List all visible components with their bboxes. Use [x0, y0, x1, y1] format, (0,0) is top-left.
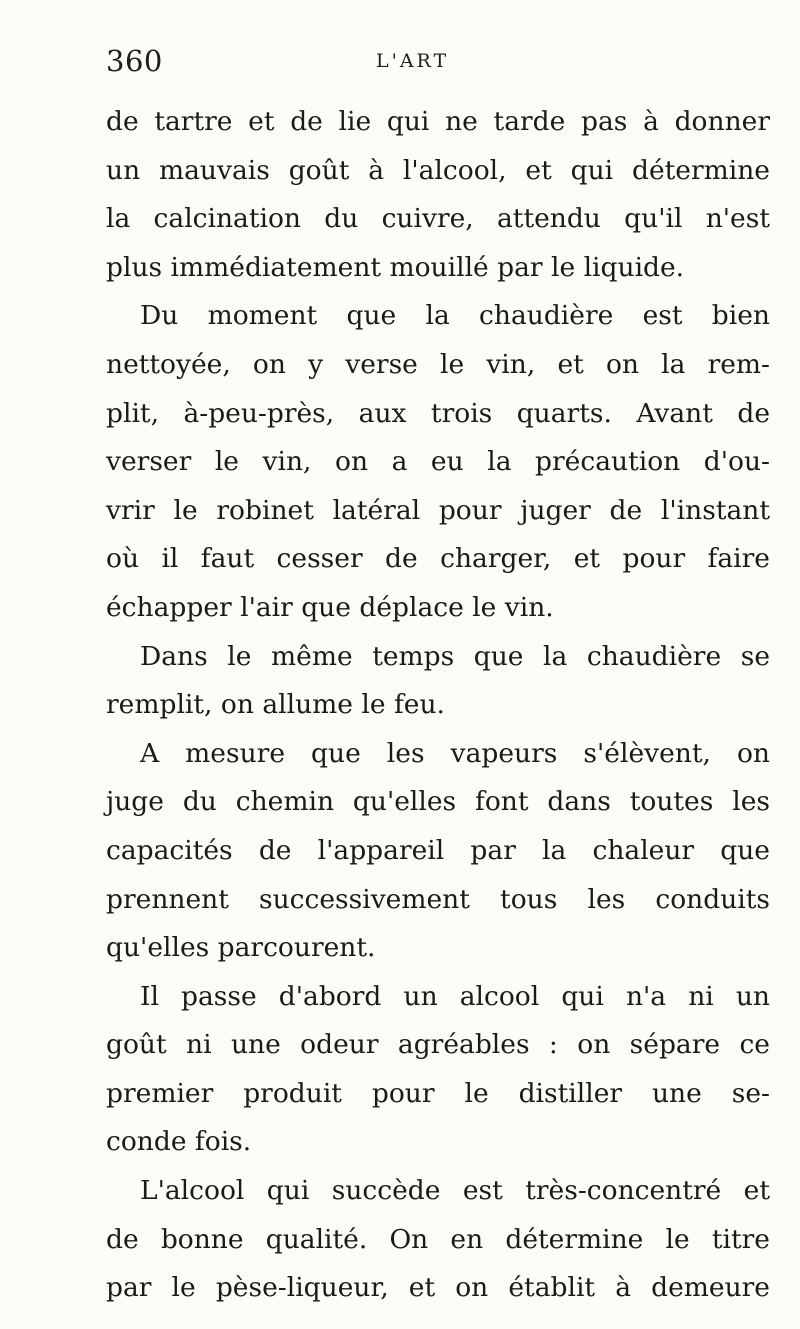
body-text: [106, 98, 770, 1313]
text-line: Du moment que la chaudière est bien: [140, 300, 770, 332]
text-line: prennent successivement tous les conduits: [106, 883, 770, 915]
text-line: vrir le robinet latéral pour juger de l'instant: [106, 494, 770, 526]
text-line: de bonne qualité. On en détermine le titre: [106, 1223, 770, 1255]
text-line: la calcination du cuivre, attendu qu'il n'est: [106, 203, 770, 235]
text-line: capacités de l'appareil par la chaleur que: [106, 834, 770, 866]
text-line: de tartre et de lie qui ne tarde pas à donner: [106, 106, 770, 137]
text-line: nettoyée, on y verse le vin, et on la rem-: [106, 348, 770, 380]
text-line: plit, à-peu-près, aux trois quarts. Avant de: [106, 397, 770, 429]
text-line: L'alcool qui succède est très-concentré et: [140, 1175, 770, 1207]
text-line: remplit, on allume le feu.: [106, 689, 445, 721]
text-line: où il faut cesser de charger, et pour faire: [106, 543, 770, 575]
text-line: goût ni une odeur agréables : on sépare ce: [106, 1029, 770, 1061]
text-line: qu'elles parcourent.: [106, 932, 376, 964]
text-line: échapper l'air que déplace le vin.: [106, 591, 554, 623]
running-title: L'ART: [376, 50, 450, 72]
text-line: Il passe d'abord un alcool qui n'a ni un: [140, 980, 770, 1012]
running-head: [106, 44, 770, 84]
text-line: par le pèse-liqueur, et on établit à demeure: [106, 1272, 770, 1304]
text-line: A mesure que les vapeurs s'élèvent, on: [140, 737, 770, 769]
text-line: juge du chemin qu'elles font dans toutes les: [106, 786, 770, 818]
text-line: premier produit pour le distiller une se-: [106, 1077, 770, 1109]
text-line: plus immédiatement mouillé par le liquide.: [106, 251, 685, 283]
text-line: Dans le même temps que la chaudière se: [140, 640, 770, 672]
text-line: conde fois.: [106, 1126, 252, 1158]
page-number: 360: [106, 44, 163, 78]
text-line: verser le vin, on a eu la précaution d'ou-: [106, 446, 770, 478]
text-line: un mauvais goût à l'alcool, et qui détermine: [106, 154, 770, 186]
